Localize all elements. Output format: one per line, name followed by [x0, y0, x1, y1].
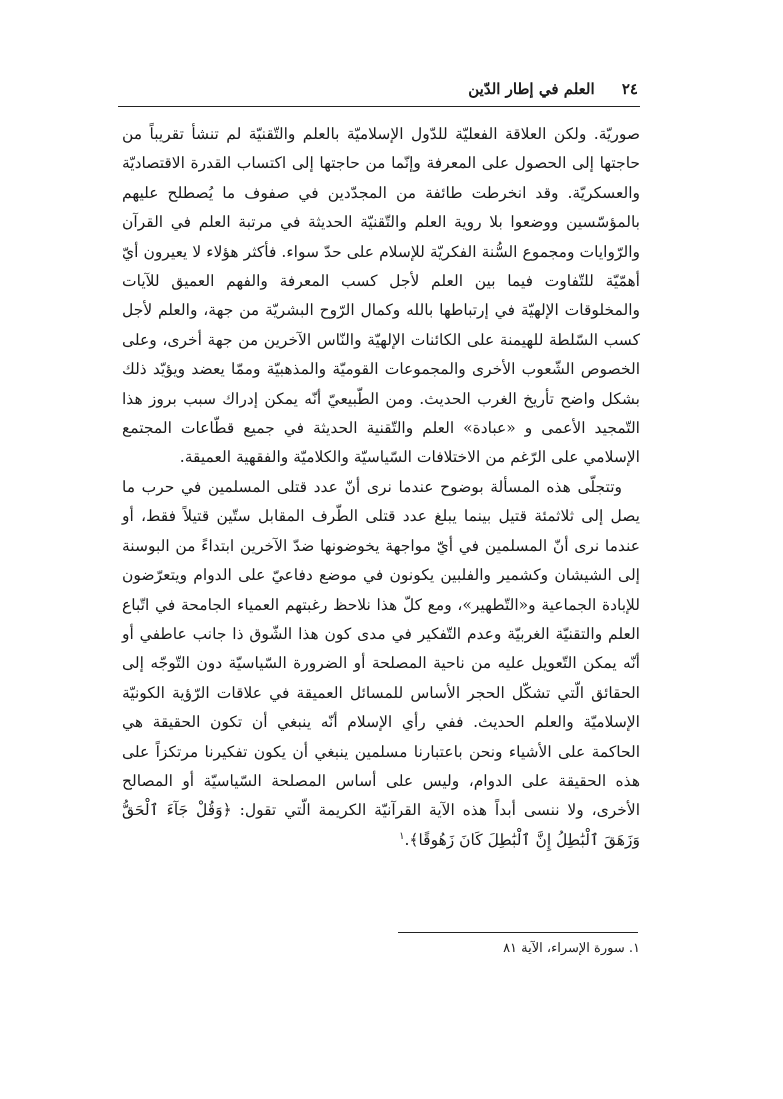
paragraph-2-text: وتتجلّى هذه المسألة بوضوح عندما نرى أنّ عدد قتلى المسلمين في حرب ما يصل إلى ثلاثمئة قتيل بينما يبلغ عدد قتلى الطّرف المقابل ستّين قتيلاً فقط، أو عندما نرى أنّ المسلمين في أيّ مواجهة يخوضونها ضدّ الآخرين ابتداءً من البوسنة إلى الشيشان وكشمير والفلبين يكونون في موضع دفاعيّ على الدوام ويتعرّضون للإبادة الجماعية و«التّطهير»، ومع كلّ هذا نلاحظ رغبتهم العمياء الجامحة في اتّباع العلم والتقنيّة الغربيّة وعدم التّفكير في مدى كون هذا الشّوق ذا جانب عاطفي أو أنّه يمكن التّعويل عليه من ناحية المصلحة أو الضرورة السّياسيّة دون التّوجّه إلى الحقائق الّتي تشكّل الحجر الأساس للمسائل العميقة في علاقات الرّؤية الكونيّة الإسلاميّة والعلم الحديث. ففي رأي الإسلام أنّه ينبغي أن تكون الحقيقة هي الحاكمة على الأشياء ونحن باعتبارنا مسلمين ينبغي أن يكون تفكيرنا مرتكزاً على هذه الحقيقة على الدوام، وليس على أساس المصلحة السّياسيّة أو المصالح الأخرى، ولا ننسى أبداً هذه الآية القرآنيّة الكريمة الّتي تقول: ﴿وَقُلْ جَآءَ ٱلْحَقُّ وَزَهَقَ ٱلْبَٰطِلُ إِنَّ ٱلْبَٰطِلَ كَانَ زَهُوقًا﴾. [122, 477, 640, 849]
page-number: ٢٤ [621, 80, 638, 98]
footnote-reference: ١ [399, 830, 405, 842]
paragraph-2 [122, 473, 640, 855]
running-title: العلم في إطار الدّين [468, 80, 595, 98]
header-divider [118, 106, 640, 107]
footnote: ١. سورة الإسراء، الآية ٨١ [503, 941, 640, 956]
body-text [122, 120, 640, 855]
paragraph-1: صوريّة. ولكن العلاقة الفعليّة للدّول الإسلاميّة بالعلم والتّقنيّة لم تنشأ تقريباً من حاجتها إلى الحصول على المعرفة وإنّما من حاجتها إلى اكتساب القدرة الاقتصاديّة والعسكريّة. وقد انخرطت طائفة من المجدّدين في صفوف ما يُصطلح عليهم بالمؤسّسين ووضعوا بلا روية العلم والتّقنيّة الحديثة في مرتبة العلم في القرآن والرّوايات ومجموع السُّنة الفكريّة للإسلام على حدّ سواء. فأكثر هؤلاء لا يعيرون أيّ أهمّيّة للتّفاوت فيما بين العلم لأجل كسب المعرفة والفهم العميق للآيات والمخلوقات الإلهيّة في إرتباطها بالله وكمال الرّوح البشريّة من جهة، والعلم لأجل كسب السّلطة للهيمنة على الكائنات الإلهيّة والنّاس الآخرين من جهة أخرى، وعلى الخصوص الشّعوب الأخرى والمجموعات القوميّة والمذهبيّة وممّا يعضد ويؤيّد ذلك بشكل واضح تأريخ الغرب الحديث. ومن الطّبيعيّ أنّه يمكن إدراك سبب بروز هذا التّمجيد الأعمى و «عبادة» العلم والتّقنية الحديثة في جميع قطّاعات المجتمع الإسلامي على الرّغم من الاختلافات السّياسيّة والكلاميّة والفقهية العميقة. [122, 125, 640, 467]
running-header [120, 80, 638, 102]
footnote-divider [398, 932, 638, 933]
